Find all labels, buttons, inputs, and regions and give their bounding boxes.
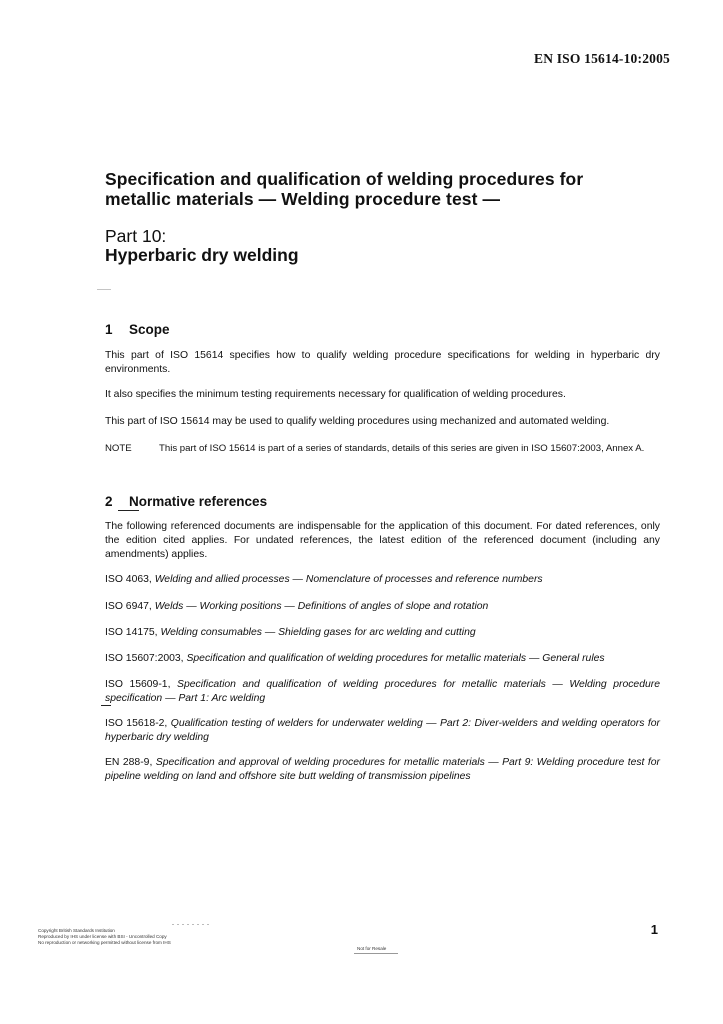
reference-code: ISO 15609-1, (105, 679, 171, 690)
scope-paragraph-2: It also specifies the minimum testing requirements necessary for qualification of welding procedures. (105, 389, 566, 400)
reference-title: Specification and qualification of welding procedures for metallic materials — General rules (186, 653, 605, 664)
normative-intro: The following referenced documents are indispensable for the application of this document. For dated references, only the edition cited applies. For undated references, the latest edition of the referenced document (including any amendments) applies. (105, 521, 660, 560)
copyright-notice (38, 928, 171, 946)
copyright-line: Reproduced by IHS under license with BSI - Uncontrolled Copy (38, 934, 167, 939)
note-text: This part of ISO 15614 is part of a series of standards, details of this series are given in ISO 15607:2003, Annex A. (159, 443, 645, 454)
reference-title: Specification and approval of welding procedures for metallic materials — Part 9: Welding procedure test for pipeline welding on land and offshore site butt welding of transmission pipelines (105, 757, 661, 782)
reference-code: ISO 6947, (105, 601, 152, 612)
reference-item (105, 717, 660, 745)
reference-item (105, 756, 660, 784)
scope-paragraph-1: This part of ISO 15614 specifies how to qualify welding procedure specifications for welding in hyperbaric dry environments. (105, 350, 660, 375)
underline-mark (101, 705, 111, 706)
reference-title: Welding consumables — Shielding gases for arc welding and cutting (160, 627, 476, 638)
reference-code: ISO 15607:2003, (105, 653, 184, 664)
title-line-1: Specification and qualification of welding procedures for (105, 169, 584, 189)
scope-paragraph-3: This part of ISO 15614 may be used to qualify welding procedures using mechanized and automated welding. (105, 416, 610, 427)
footer-rule (354, 953, 398, 954)
document-code: EN ISO 15614-10:2005 (533, 51, 670, 66)
decorative-specks (172, 924, 210, 925)
reference-item (105, 626, 660, 640)
decorative-dash (97, 289, 111, 290)
reference-title: Qualification testing of welders for underwater welding — Part 2: Diver-welders and welding operators for hyperbaric dry welding (105, 718, 660, 743)
reference-code: ISO 4063, (105, 574, 152, 585)
reference-title: Welding and allied processes — Nomenclature of processes and reference numbers (154, 574, 543, 585)
reference-code: ISO 14175, (105, 627, 158, 638)
section-title: Scope (129, 322, 170, 337)
part-title: Hyperbaric dry welding (105, 245, 299, 265)
reference-item (105, 678, 660, 706)
reference-item (105, 573, 660, 587)
reference-code: EN 288-9, (105, 757, 153, 768)
section-heading-normative-references (105, 494, 267, 509)
page-number: 1 (650, 922, 658, 937)
reference-item (105, 600, 660, 614)
copyright-line: Copyright British Standards Institution (38, 928, 115, 933)
reference-title: Specification and qualification of welding procedures for metallic materials — Welding procedure specification — Part 1: Arc welding (105, 679, 661, 704)
scope-note (105, 442, 660, 456)
reference-title: Welds — Working positions — Definitions of angles of slope and rotation (154, 601, 489, 612)
part-number: Part 10: (105, 226, 167, 246)
section-number: 1 (105, 322, 113, 337)
reference-item (105, 652, 660, 666)
reference-code: ISO 15618-2, (105, 718, 168, 729)
section-heading-scope (105, 322, 170, 337)
note-label: NOTE (105, 443, 132, 454)
section-title: Normative references (129, 494, 268, 509)
section-number: 2 (105, 494, 113, 509)
title-line-2: metallic materials — Welding procedure test — (105, 189, 501, 209)
underline-mark (118, 510, 139, 511)
not-for-resale-label: Not for Resale (357, 946, 387, 951)
copyright-line: No reproduction or networking permitted without license from IHS (38, 940, 171, 945)
document-title (105, 169, 645, 209)
